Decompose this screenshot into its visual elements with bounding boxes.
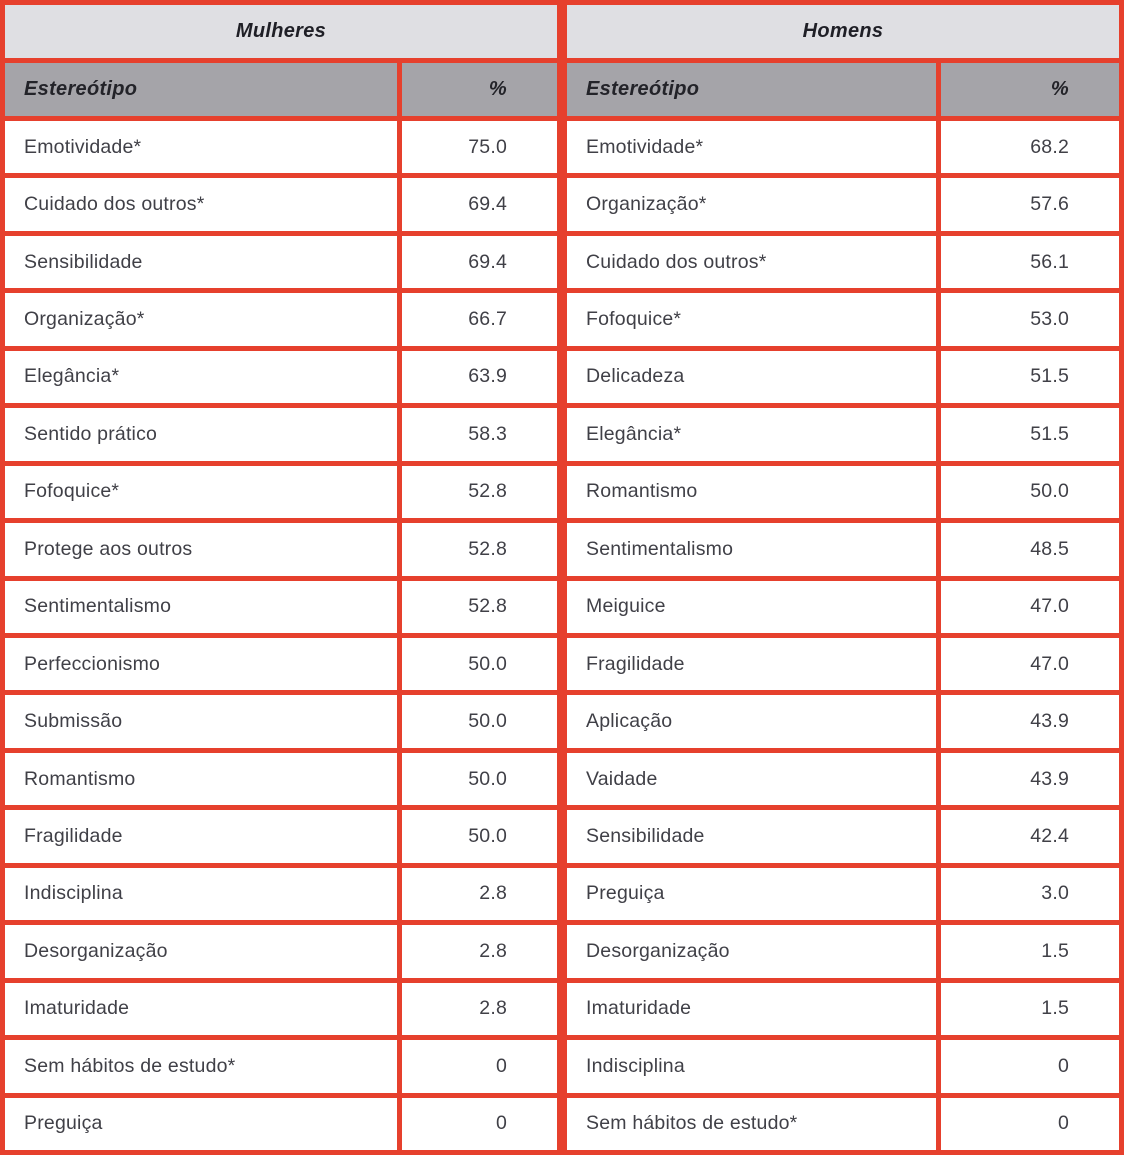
table-section-homens bbox=[562, 0, 1124, 1155]
stereotype-label: Fragilidade bbox=[586, 652, 685, 675]
percent-value: 47.0 bbox=[1030, 595, 1069, 618]
stereotype-cell bbox=[567, 983, 936, 1035]
percent-value: 47.0 bbox=[1030, 652, 1069, 675]
stereotype-label: Fofoquice* bbox=[24, 480, 120, 503]
stereotype-cell bbox=[567, 236, 936, 288]
stereotype-label: Indisciplina bbox=[586, 1054, 685, 1077]
stereotype-label: Sentimentalismo bbox=[24, 595, 172, 618]
percent-cell bbox=[941, 466, 1119, 518]
percent-value: 56.1 bbox=[1030, 250, 1069, 273]
percent-value: 52.8 bbox=[468, 537, 507, 560]
stereotype-label: Sentimentalismo bbox=[586, 537, 734, 560]
column-header-estereotipo: Estereótipo bbox=[5, 63, 397, 116]
percent-value: 1.5 bbox=[1041, 997, 1069, 1020]
stereotype-label: Perfeccionismo bbox=[24, 652, 161, 675]
stereotype-label: Protege aos outros bbox=[24, 537, 193, 560]
stereotype-cell bbox=[567, 581, 936, 633]
percent-cell bbox=[402, 638, 557, 690]
percent-value: 51.5 bbox=[1030, 422, 1069, 445]
stereotype-cell bbox=[5, 121, 397, 173]
stereotype-label: Emotividade* bbox=[586, 135, 704, 158]
stereotype-cell bbox=[5, 1098, 397, 1150]
percent-value: 0 bbox=[1057, 1054, 1069, 1077]
stereotype-cell bbox=[567, 695, 936, 747]
stereotype-label: Organização* bbox=[24, 308, 145, 331]
column-header-percent: % bbox=[402, 63, 557, 116]
percent-cell bbox=[402, 753, 557, 805]
percent-cell bbox=[941, 351, 1119, 403]
stereotype-label: Sentido prático bbox=[24, 422, 158, 445]
percent-value: 75.0 bbox=[468, 135, 507, 158]
stereotype-label: Sensibilidade bbox=[24, 250, 143, 273]
stereotype-label: Preguiça bbox=[24, 1112, 103, 1135]
percent-cell bbox=[941, 925, 1119, 977]
percent-value: 50.0 bbox=[1030, 480, 1069, 503]
stereotype-label: Organização* bbox=[586, 193, 707, 216]
stereotype-cell bbox=[5, 1040, 397, 1092]
stereotype-label: Emotividade* bbox=[24, 135, 142, 158]
percent-value: 50.0 bbox=[468, 710, 507, 733]
stereotype-label: Vaidade bbox=[586, 767, 658, 790]
percent-cell bbox=[402, 408, 557, 460]
stereotype-cell bbox=[5, 868, 397, 920]
percent-cell bbox=[402, 1040, 557, 1092]
group-header-homens: Homens bbox=[567, 5, 1119, 58]
stereotype-cell bbox=[5, 351, 397, 403]
percent-cell bbox=[941, 753, 1119, 805]
stereotype-label: Sem hábitos de estudo* bbox=[586, 1112, 798, 1135]
percent-cell bbox=[402, 293, 557, 345]
percent-cell bbox=[941, 121, 1119, 173]
percent-value: 50.0 bbox=[468, 767, 507, 790]
percent-value: 0 bbox=[1057, 1112, 1069, 1135]
stereotype-label: Desorganização bbox=[24, 939, 168, 962]
percent-cell bbox=[941, 983, 1119, 1035]
percent-value: 0 bbox=[495, 1112, 507, 1135]
percent-value: 2.8 bbox=[479, 997, 507, 1020]
stereotype-label: Fragilidade bbox=[24, 825, 123, 848]
group-header-mulheres: Mulheres bbox=[5, 5, 557, 58]
percent-cell bbox=[941, 581, 1119, 633]
stereotype-cell bbox=[5, 466, 397, 518]
column-header-estereotipo: Estereótipo bbox=[567, 63, 936, 116]
percent-cell bbox=[941, 868, 1119, 920]
stereotype-cell bbox=[5, 523, 397, 575]
percent-cell bbox=[941, 638, 1119, 690]
stereotype-label: Cuidado dos outros* bbox=[24, 193, 205, 216]
stereotype-cell bbox=[567, 1040, 936, 1092]
stereotype-label: Elegância* bbox=[24, 365, 120, 388]
percent-value: 51.5 bbox=[1030, 365, 1069, 388]
percent-value: 1.5 bbox=[1041, 939, 1069, 962]
stereotype-cell bbox=[567, 753, 936, 805]
stereotype-cell bbox=[5, 581, 397, 633]
percent-cell bbox=[402, 695, 557, 747]
percent-cell bbox=[402, 523, 557, 575]
percent-cell bbox=[402, 925, 557, 977]
percent-value: 3.0 bbox=[1041, 882, 1069, 905]
stereotype-label: Submissão bbox=[24, 710, 123, 733]
stereotype-label: Sem hábitos de estudo* bbox=[24, 1054, 236, 1077]
percent-value: 69.4 bbox=[468, 250, 507, 273]
stereotype-cell bbox=[567, 925, 936, 977]
stereotype-cell bbox=[567, 178, 936, 230]
stereotype-label: Imaturidade bbox=[24, 997, 130, 1020]
percent-value: 63.9 bbox=[468, 365, 507, 388]
stereotype-label: Delicadeza bbox=[586, 365, 685, 388]
percent-value: 43.9 bbox=[1030, 710, 1069, 733]
percent-value: 69.4 bbox=[468, 193, 507, 216]
stereotype-cell bbox=[5, 983, 397, 1035]
percent-value: 66.7 bbox=[468, 308, 507, 331]
stereotype-label: Sensibilidade bbox=[586, 825, 705, 848]
stereotype-cell bbox=[567, 810, 936, 862]
percent-value: 50.0 bbox=[468, 652, 507, 675]
percent-cell bbox=[402, 983, 557, 1035]
stereotype-cell bbox=[5, 408, 397, 460]
stereotype-cell bbox=[567, 638, 936, 690]
stereotype-label: Elegância* bbox=[586, 422, 682, 445]
percent-cell bbox=[402, 466, 557, 518]
percent-cell bbox=[402, 868, 557, 920]
stereotype-label: Desorganização bbox=[586, 939, 730, 962]
percent-cell bbox=[402, 121, 557, 173]
percent-value: 2.8 bbox=[479, 939, 507, 962]
percent-value: 48.5 bbox=[1030, 537, 1069, 560]
percent-value: 53.0 bbox=[1030, 308, 1069, 331]
stereotype-cell bbox=[567, 293, 936, 345]
stereotype-cell bbox=[567, 523, 936, 575]
percent-value: 50.0 bbox=[468, 825, 507, 848]
stereotype-label: Romantismo bbox=[24, 767, 136, 790]
percent-cell bbox=[402, 810, 557, 862]
percent-cell bbox=[941, 1040, 1119, 1092]
percent-cell bbox=[941, 178, 1119, 230]
percent-cell bbox=[402, 236, 557, 288]
stereotype-cell bbox=[5, 753, 397, 805]
percent-cell bbox=[402, 581, 557, 633]
percent-cell bbox=[941, 293, 1119, 345]
percent-value: 68.2 bbox=[1030, 135, 1069, 158]
percent-cell bbox=[941, 810, 1119, 862]
stereotype-label: Meiguice bbox=[586, 595, 666, 618]
percent-value: 42.4 bbox=[1030, 825, 1069, 848]
stereotype-cell bbox=[567, 466, 936, 518]
percent-value: 0 bbox=[495, 1054, 507, 1077]
percent-cell bbox=[402, 1098, 557, 1150]
stereotype-cell bbox=[5, 293, 397, 345]
stereotype-cell bbox=[5, 925, 397, 977]
percent-cell bbox=[941, 408, 1119, 460]
stereotype-cell bbox=[5, 810, 397, 862]
percent-cell bbox=[402, 351, 557, 403]
stereotype-label: Cuidado dos outros* bbox=[586, 250, 767, 273]
stereotype-cell bbox=[5, 236, 397, 288]
percent-cell bbox=[402, 178, 557, 230]
stereotype-label: Preguiça bbox=[586, 882, 665, 905]
stereotype-label: Imaturidade bbox=[586, 997, 692, 1020]
percent-value: 52.8 bbox=[468, 480, 507, 503]
stereotype-cell bbox=[567, 351, 936, 403]
stereotype-cell bbox=[5, 178, 397, 230]
stereotype-cell bbox=[5, 695, 397, 747]
stereotype-label: Aplicação bbox=[586, 710, 673, 733]
stereotype-label: Indisciplina bbox=[24, 882, 123, 905]
stereotype-cell bbox=[5, 638, 397, 690]
percent-value: 2.8 bbox=[479, 882, 507, 905]
stereotype-cell bbox=[567, 1098, 936, 1150]
stereotype-label: Fofoquice* bbox=[586, 308, 682, 331]
percent-value: 43.9 bbox=[1030, 767, 1069, 790]
stereotype-cell bbox=[567, 868, 936, 920]
percent-cell bbox=[941, 695, 1119, 747]
stereotype-cell bbox=[567, 121, 936, 173]
stereotype-label: Romantismo bbox=[586, 480, 698, 503]
percent-cell bbox=[941, 236, 1119, 288]
column-header-percent: % bbox=[941, 63, 1119, 116]
stereotype-cell bbox=[567, 408, 936, 460]
percent-cell bbox=[941, 523, 1119, 575]
percent-value: 58.3 bbox=[468, 422, 507, 445]
percent-value: 52.8 bbox=[468, 595, 507, 618]
percent-cell bbox=[941, 1098, 1119, 1150]
percent-value: 57.6 bbox=[1030, 193, 1069, 216]
